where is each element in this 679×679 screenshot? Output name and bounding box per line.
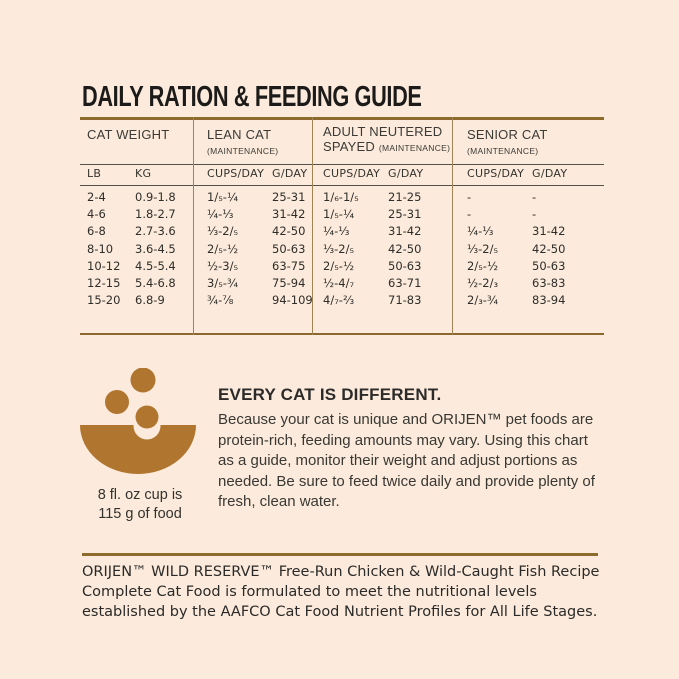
table-cell: ¼-⅓ bbox=[207, 207, 234, 222]
table-cell: 63-75 bbox=[272, 258, 306, 273]
feeding-table bbox=[80, 117, 604, 335]
table-cell: 31-42 bbox=[532, 224, 566, 239]
column-header-lb: LB bbox=[87, 167, 102, 180]
column-group-senior-cat bbox=[467, 127, 548, 157]
table-cell: 63-71 bbox=[388, 276, 422, 290]
table-cell: 2.7-3.6 bbox=[135, 224, 176, 239]
group-label: SENIOR CAT bbox=[467, 127, 548, 142]
group-label: CAT WEIGHT bbox=[87, 127, 170, 142]
table-cell: 1/₅-¼ bbox=[207, 190, 239, 204]
table-cell: 1.8-2.7 bbox=[135, 207, 176, 222]
cup-note-line2: 115 g of food bbox=[98, 506, 182, 522]
table-cell: ⅓-2/₅ bbox=[207, 224, 239, 239]
table-cell: - bbox=[532, 190, 537, 204]
table-row bbox=[80, 276, 604, 293]
table-cell: 3/₅-¾ bbox=[207, 276, 239, 290]
table-cell: ⅓-2/₅ bbox=[467, 241, 499, 256]
column-header-gday: G/DAY bbox=[532, 167, 568, 180]
table-subheader-divider bbox=[80, 185, 604, 186]
column-header-kg: KG bbox=[135, 167, 152, 180]
table-cell: - bbox=[532, 207, 537, 222]
table-row bbox=[80, 190, 604, 207]
table-cell: ¼-⅓ bbox=[323, 224, 350, 239]
table-cell: 75-94 bbox=[272, 276, 306, 290]
table-cell: 50-63 bbox=[388, 258, 422, 273]
table-cell: 71-83 bbox=[388, 293, 422, 308]
group-label: SPAYED bbox=[323, 139, 376, 154]
table-cell: 25-31 bbox=[388, 207, 422, 222]
table-cell: ⅓-2/₅ bbox=[323, 241, 355, 256]
table-cell: 42-50 bbox=[272, 224, 306, 239]
table-cell: ½-3/₅ bbox=[207, 258, 239, 273]
table-cell: ¼-⅓ bbox=[467, 224, 494, 239]
table-cell: 12-15 bbox=[87, 276, 121, 290]
table-row bbox=[80, 259, 604, 276]
table-row bbox=[80, 293, 604, 310]
table-cell: 50-63 bbox=[272, 241, 306, 256]
table-cell: 94-109 bbox=[272, 293, 313, 308]
table-cell: 2/₅-½ bbox=[207, 241, 239, 256]
group-sublabel: (MAINTENANCE) bbox=[378, 143, 451, 153]
table-cell: 1/₅-¼ bbox=[323, 207, 355, 222]
table-cell: 4/₇-⅔ bbox=[323, 293, 355, 308]
table-cell: 4.5-5.4 bbox=[135, 258, 176, 273]
info-body: Because your cat is unique and ORIJEN™ pet foods are protein-rich, feeding amounts may vary. Using this chart as a guide, monitor their weight and adjust portions as needed. Be sure to feed twice daily and provide plenty of fresh, clean water. bbox=[218, 411, 595, 511]
table-cell: 3.6-4.5 bbox=[135, 241, 176, 256]
table-cell: - bbox=[467, 207, 472, 222]
footer-rule bbox=[82, 553, 598, 556]
table-cell: 2-4 bbox=[87, 190, 106, 204]
column-group-cat-weight bbox=[87, 127, 169, 142]
table-cell: - bbox=[467, 190, 472, 204]
table-cell: 15-20 bbox=[87, 293, 121, 308]
table-bottom-border bbox=[80, 333, 604, 335]
table-row bbox=[80, 242, 604, 259]
table-cell: 2/₃-¾ bbox=[467, 293, 499, 308]
table-cell: 83-94 bbox=[532, 293, 566, 308]
table-cell: 8-10 bbox=[87, 241, 114, 256]
table-cell: ½-4/₇ bbox=[323, 276, 355, 290]
cup-measure-note bbox=[75, 486, 205, 524]
table-cell: 10-12 bbox=[87, 258, 121, 273]
aafco-statement: ORIJEN™ WILD RESERVE™ Free-Run Chicken & Wild-Caught Fish Recipe Complete Cat Food is formulated to meet the nutritional levels established by the AAFCO Cat Food Nutrient Profiles for All Life Stages. bbox=[82, 564, 600, 620]
table-cell: 2/₅-½ bbox=[323, 258, 355, 273]
table-cell: 1/₆-1/₅ bbox=[323, 190, 359, 204]
page-title: DAILY RATION & FEEDING GUIDE bbox=[82, 81, 422, 113]
table-cell: 42-50 bbox=[388, 241, 422, 256]
table-cell: 0.9-1.8 bbox=[135, 190, 176, 204]
table-top-border bbox=[80, 117, 604, 120]
column-header-gday: G/DAY bbox=[272, 167, 308, 180]
table-cell: 50-63 bbox=[532, 258, 566, 273]
group-sublabel: (MAINTENANCE) bbox=[467, 146, 539, 156]
column-header-gday: G/DAY bbox=[388, 167, 424, 180]
table-header-divider bbox=[80, 164, 604, 165]
table-cell: ½-2/₃ bbox=[467, 276, 499, 290]
column-group-adult-neutered bbox=[323, 124, 450, 154]
table-cell: ¾-⅞ bbox=[207, 293, 234, 308]
info-heading: EVERY CAT IS DIFFERENT. bbox=[218, 385, 442, 404]
column-header-cups: CUPS/DAY bbox=[207, 167, 265, 180]
table-cell: 4-6 bbox=[87, 207, 106, 222]
food-bowl-icon bbox=[80, 368, 200, 478]
column-header-cups: CUPS/DAY bbox=[467, 167, 525, 180]
table-row bbox=[80, 224, 604, 241]
table-cell: 21-25 bbox=[388, 190, 422, 204]
table-cell: 42-50 bbox=[532, 241, 566, 256]
table-cell: 31-42 bbox=[272, 207, 306, 222]
table-cell: 25-31 bbox=[272, 190, 306, 204]
group-label: ADULT NEUTERED bbox=[323, 124, 443, 139]
column-group-lean-cat bbox=[207, 127, 278, 157]
table-row bbox=[80, 207, 604, 224]
group-sublabel: (MAINTENANCE) bbox=[207, 146, 279, 156]
group-label: LEAN CAT bbox=[207, 127, 272, 142]
table-cell: 31-42 bbox=[388, 224, 422, 239]
table-cell: 2/₅-½ bbox=[467, 258, 499, 273]
table-cell: 6-8 bbox=[87, 224, 106, 239]
cup-note-line1: 8 fl. oz cup is bbox=[97, 487, 183, 503]
table-cell: 63-83 bbox=[532, 276, 566, 290]
column-header-cups: CUPS/DAY bbox=[323, 167, 381, 180]
table-cell: 5.4-6.8 bbox=[135, 276, 176, 290]
table-cell: 6.8-9 bbox=[135, 293, 165, 308]
